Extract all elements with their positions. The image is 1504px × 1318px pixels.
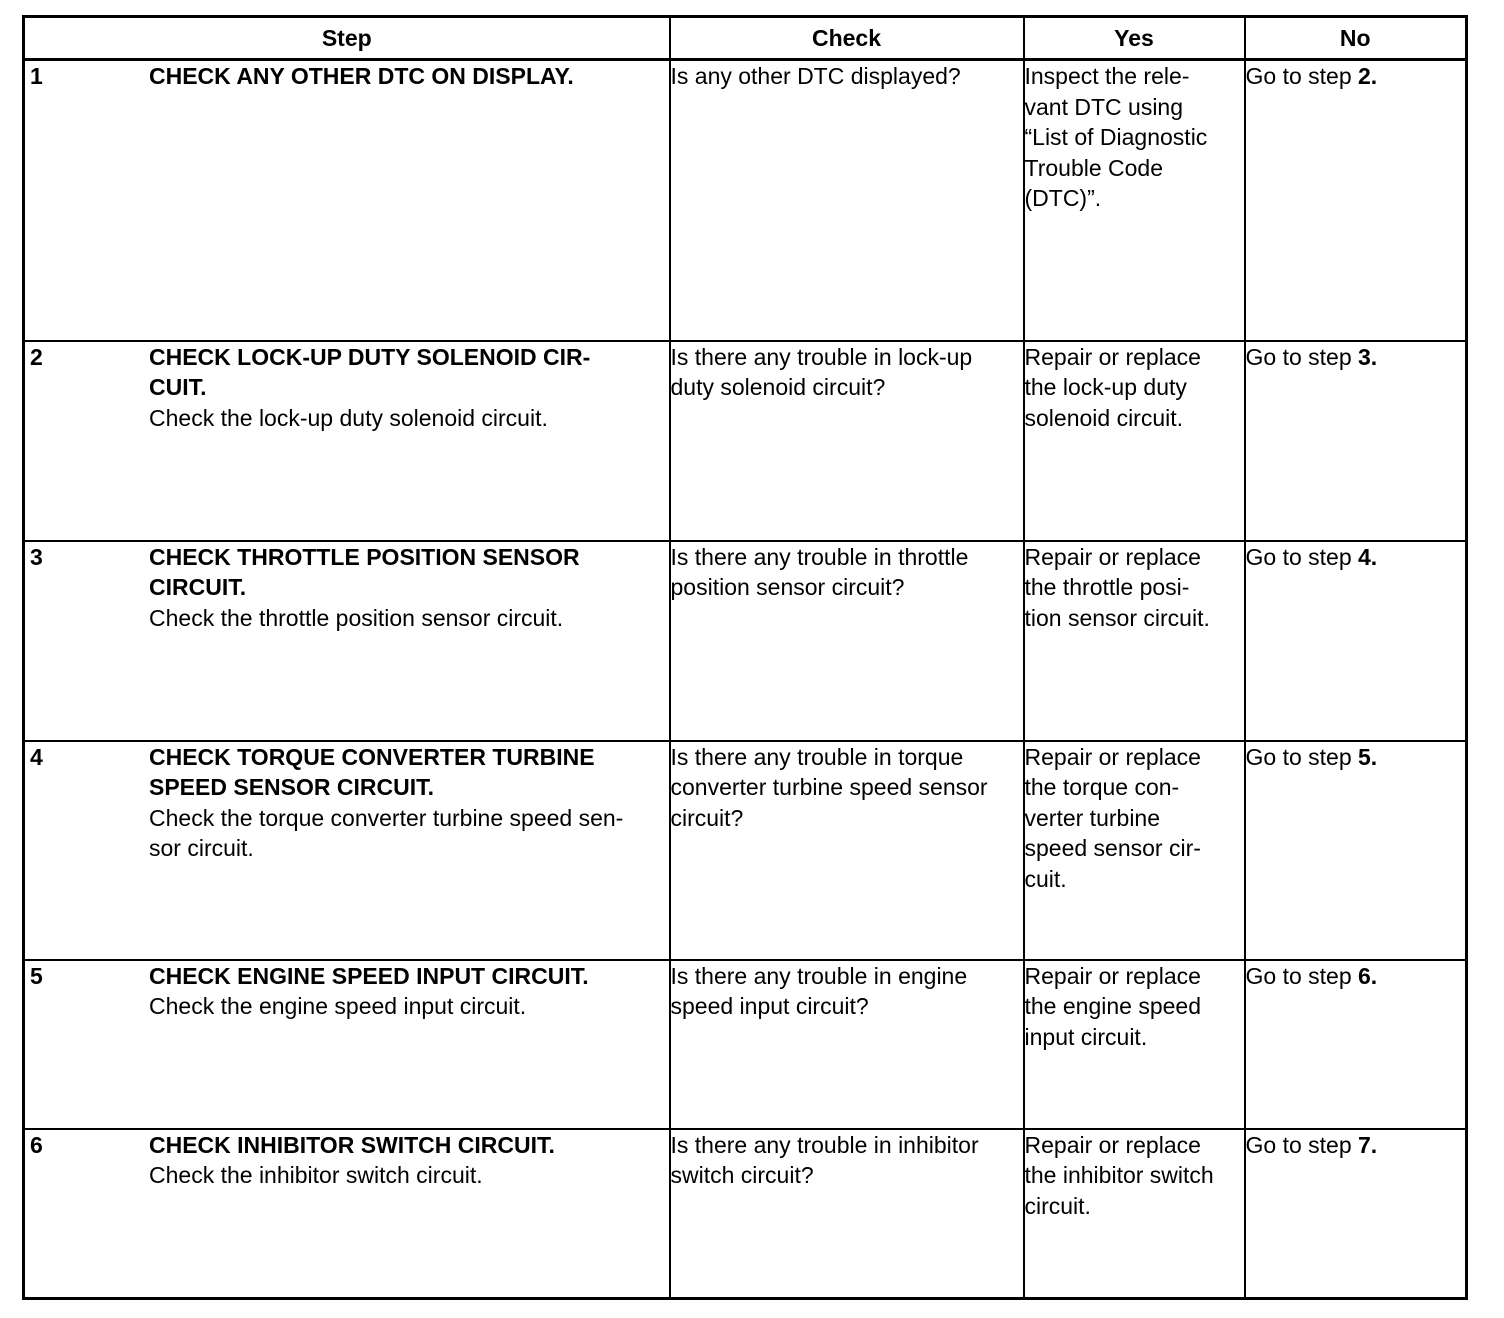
step-detail: Check the lock-up duty solenoid circuit. bbox=[149, 404, 548, 431]
diagnostic-procedure-table bbox=[22, 15, 1468, 1300]
yes-cell: Repair or replace the engine speed input circuit. bbox=[1024, 960, 1245, 1129]
step-detail: Check the inhibitor switch circuit. bbox=[149, 1162, 483, 1188]
no-prefix: Go to step bbox=[1245, 63, 1359, 89]
header-no: No bbox=[1245, 17, 1467, 60]
yes-cell: Repair or replace the lock-up duty solenoid circuit. bbox=[1024, 341, 1245, 541]
table-row bbox=[24, 341, 1467, 541]
header-check: Check bbox=[670, 17, 1024, 60]
step-number: 4 bbox=[30, 743, 43, 770]
step-detail: Check the engine speed input circuit. bbox=[149, 993, 527, 1019]
no-cell bbox=[1245, 541, 1467, 741]
step-number: 2 bbox=[30, 343, 43, 370]
step-title: CHECK TORQUE CONVERTER TURBINE SPEED SENSOR CIRCUIT. bbox=[149, 743, 595, 800]
yes-cell: Inspect the rele- vant DTC using “List of Diagnostic Trouble Code (DTC)”. bbox=[1024, 60, 1245, 341]
yes-cell: Repair or replace the inhibitor switch circuit. bbox=[1024, 1129, 1245, 1299]
step-cell bbox=[24, 60, 670, 341]
table-row bbox=[24, 741, 1467, 960]
header-yes: Yes bbox=[1024, 17, 1245, 60]
step-cell bbox=[24, 741, 670, 960]
no-step-link: 3. bbox=[1358, 343, 1378, 370]
step-title: CHECK ANY OTHER DTC ON DISPLAY. bbox=[149, 63, 574, 89]
no-step-link: 2. bbox=[1358, 63, 1378, 89]
no-cell bbox=[1245, 341, 1467, 541]
no-cell bbox=[1245, 1129, 1467, 1299]
check-cell: Is there any trouble in engine speed input circuit? bbox=[670, 960, 1024, 1129]
check-cell: Is there any trouble in inhibitor switch circuit? bbox=[670, 1129, 1024, 1299]
step-title: CHECK LOCK-UP DUTY SOLENOID CIR- CUIT. bbox=[149, 343, 591, 400]
no-prefix: Go to step bbox=[1245, 343, 1359, 370]
no-prefix: Go to step bbox=[1245, 543, 1359, 570]
yes-cell: Repair or replace the throttle posi- tion sensor circuit. bbox=[1024, 541, 1245, 741]
table-row bbox=[24, 1129, 1467, 1299]
step-number: 6 bbox=[30, 1131, 43, 1158]
check-cell: Is there any trouble in torque converter turbine speed sensor circuit? bbox=[670, 741, 1024, 960]
no-cell bbox=[1245, 960, 1467, 1129]
check-cell: Is there any trouble in lock-up duty solenoid circuit? bbox=[670, 341, 1024, 541]
step-cell bbox=[24, 541, 670, 741]
no-prefix: Go to step bbox=[1245, 743, 1359, 770]
check-cell: Is there any trouble in throttle position sensor circuit? bbox=[670, 541, 1024, 741]
step-number: 1 bbox=[30, 63, 43, 89]
step-number: 5 bbox=[30, 962, 43, 989]
no-prefix: Go to step bbox=[1245, 1131, 1359, 1158]
no-cell bbox=[1245, 60, 1467, 341]
step-cell bbox=[24, 1129, 670, 1299]
table-row bbox=[24, 541, 1467, 741]
no-step-link: 6. bbox=[1358, 962, 1378, 989]
no-step-link: 5. bbox=[1358, 743, 1378, 770]
no-step-link: 7. bbox=[1358, 1131, 1378, 1158]
header-step: Step bbox=[24, 17, 670, 60]
header-row bbox=[24, 17, 1467, 60]
step-detail: Check the throttle position sensor circuit. bbox=[149, 604, 564, 631]
step-title: CHECK THROTTLE POSITION SENSOR CIRCUIT. bbox=[149, 543, 580, 600]
step-detail: Check the torque converter turbine speed sen- sor circuit. bbox=[149, 804, 624, 861]
step-number: 3 bbox=[30, 543, 43, 570]
step-cell bbox=[24, 960, 670, 1129]
step-title: CHECK INHIBITOR SWITCH CIRCUIT. bbox=[149, 1131, 555, 1158]
no-prefix: Go to step bbox=[1245, 962, 1359, 989]
table-row bbox=[24, 960, 1467, 1129]
no-step-link: 4. bbox=[1358, 543, 1378, 570]
table-row bbox=[24, 60, 1467, 341]
check-cell: Is any other DTC displayed? bbox=[670, 60, 1024, 341]
step-cell bbox=[24, 341, 670, 541]
step-title: CHECK ENGINE SPEED INPUT CIRCUIT. bbox=[149, 962, 589, 989]
yes-cell: Repair or replace the torque con- verter turbine speed sensor cir- cuit. bbox=[1024, 741, 1245, 960]
no-cell bbox=[1245, 741, 1467, 960]
